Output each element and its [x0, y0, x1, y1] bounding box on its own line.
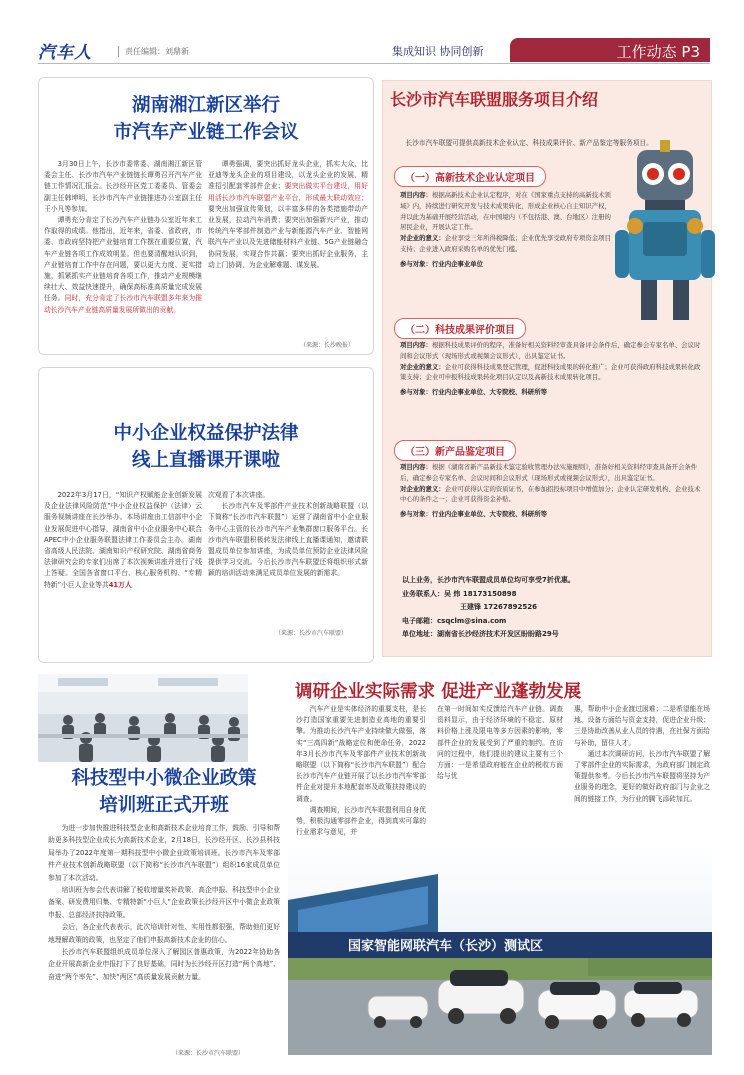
email-address: csqclm@sina.com [437, 616, 507, 625]
label: 对企业的意义： [400, 362, 445, 371]
text: 2022年3月17日，“知识产权赋能企业创新发展及企业法律风险防范”中小企业权益保护（法律）云服务视频讲座在长沙举办。本场讲座由工信部中小企业发展促进中心指导，湖南省中小企业服务中心联合APEC中小企业服务联盟法律工作委员会主办。湖南省高级人民法院、湖南知识产权研究院、湖南省商务法律研究会的专家们出席了本次视频讲座并进行了线上答疑。全国各省窗口平台、核心服务机构、“专精特新”小巨人企业等共 [44, 491, 202, 589]
text: 根据《湖南省新产品新技术鉴定验收管理办法实施细则》，准备好相关资料经审查具备开会条件后，确定参会专家名单、会议时间和会议形式（现场形式或视频会议形式），出具鉴定证书。 [400, 463, 698, 482]
section-content [400, 340, 706, 362]
text: 企业可获得科技成果登记管理，促进科技成果的转化推广；企业可获得政府科技成果转化政策支持；企业可申报科技成果转化项目认定以及高新技术成果转化项目。 [400, 362, 701, 382]
section-content [400, 462, 706, 484]
label: 业务联系人： [402, 589, 444, 598]
service-section-1-heading: （一）高新技术企业认定项目 [394, 166, 546, 187]
page-header [0, 0, 744, 62]
article-5-col2 [437, 704, 563, 782]
contact-phone-1: 吴 炜 18173150898 [444, 589, 517, 598]
section-target [400, 509, 706, 520]
highlight-text: 要突出做实平台建设，用好用活长沙市汽车联盟产业平台，形成最大联动效应； [208, 182, 369, 202]
text: 谭勇强调，要突出抓好龙头企业，抓实大众、比亚迪等龙头企业的项目建设，以龙头企业的发展，精准招引配套零部件企业； [208, 160, 368, 191]
address-row [402, 628, 575, 642]
text: 行业内企事业单位、大专院校、科研所等 [431, 388, 547, 397]
contact-row [402, 588, 575, 602]
section-meaning [400, 233, 615, 255]
label: 项目内容： [400, 191, 432, 199]
paragraph: 调查期间，长沙市汽车联盟利用自身优势，积极沟通零部件企业，得到真实可靠的行业需求与意见，并 [296, 805, 426, 837]
paragraph: 在第一时间如实反馈给汽车产业链。调查资料显示，由于经济环境的不稳定、原材料价格上涨及限电等多方因素的影响，零部件企业的发展受到了严重的制约。在访问的过程中，他们提出的建议主要有三个方面：一是希望政府能在企业的税收方面给与优 [437, 705, 563, 781]
section-meaning [400, 362, 706, 384]
text: 谭勇充分肯定了长沙汽车产业链办公室近年来工作取得的成绩。他指出，近年来，省委、省政府，市委、市政府坚持把产业链培育工作摆在重要位置，汽车产业链各项工作成效明显。但也要清醒地认识到，产业链培育工作中存在问题，要以更大力度、更实措施，抓紧抓实产业链培育各项工作，推动产业规模继续壮大、效益快速提升，确保高标准高质量完成发展任务。 [44, 216, 202, 303]
text: 行业内企事业单位、大专院校、科研所等 [431, 510, 547, 519]
article-2-title [38, 420, 374, 474]
paragraph: 次观看了本次讲座。 [208, 491, 270, 499]
service-contact [402, 574, 575, 642]
paragraph [44, 215, 202, 316]
paragraph: 长沙市汽车及零部件产业技术创新战略联盟（以下简称“长沙市汽车联盟”）运营了湖南省中小企业服务中心主管的长沙市汽车产业集群窗口服务平台。长沙市汽车联盟积极转发法律线上直播课通知，邀请联盟成员单位参加讲座，为成员单位预防企业法律风险提供学习交流。今后长沙市汽车联盟还将组织形式新颖的培训活动来满足成员单位发展的新需求。 [208, 502, 368, 578]
contact-phone-2: 王建锋 17267892526 [460, 603, 538, 611]
label: 项目内容： [400, 463, 432, 471]
article-5-title: 调研企业实际需求 促进产业蓬勃发展 [295, 682, 582, 702]
text: 企业享受三年所得税降低；企业优先享受政府专项资金项目支持；企业进入政府采购名单的优先门槛。 [400, 234, 611, 253]
service-title: 长沙市汽车联盟服务项目介绍 [390, 90, 599, 109]
paragraph: 汽车产业是实体经济的重要支柱，是长沙打造国家重要先进制造业高地的重要引擎。为推动长沙汽车产业持续做大做强，落实“三高四新”战略定位和使命任务，2022年3月长沙市汽车及零部件产业技术创新战略联盟（以下简称“长沙市汽车联盟”）配合长沙市汽车产业链开展了以长沙市汽车零部件企业对提升本地配套率及政策扶持建议的调查。 [296, 705, 426, 803]
article-1-title-line2: 市汽车产业链工作会议 [113, 122, 299, 143]
label: 单位地址： [402, 630, 437, 638]
newspaper-logo: 汽车人 [38, 43, 92, 63]
article-1-title-line1: 湖南湘江新区举行 [131, 95, 280, 116]
service-section-3-body [400, 462, 706, 520]
article-1-source: （来源：长沙晚报） [300, 342, 355, 349]
text: 根据高新技术企业认定程序，对在《国家重点支持的高新技术领域》内，持续进行研究开发与技术成果转化，形成企业核心自主知识产权，并以此为基础开展经营活动，在中国境内（不包括港、澳、台地区）注册的居民企业，开展认定工作。 [400, 191, 611, 232]
test-zone-photo [288, 840, 712, 1055]
highlight-text: 41万人 [108, 580, 132, 589]
service-section-2-heading: （二）科技成果评价项目 [394, 318, 526, 339]
label: 电子邮箱： [402, 616, 437, 625]
article-4-source: （来源：长沙市汽车联盟） [172, 1050, 245, 1057]
contact-intro: 以上业务，长沙市汽车联盟成员单位均可享受7折优惠。 [402, 576, 575, 584]
article-1-title [38, 92, 374, 146]
test-zone-sign: 国家智能网联汽车（长沙）测试区 [348, 939, 544, 954]
paragraph: 惠，帮助中小企业渡过困难；二是希望能在场地、设备方面给与资金支持，促进企业升级；三是协助改善从业人员的待遇，在社保方面给与补助，留住人才。 [574, 705, 710, 747]
robot-illustration [615, 140, 715, 330]
article-4-title-line2: 培训班正式开班 [99, 795, 229, 816]
label: 参与对象： [400, 388, 432, 397]
article-2-title-line2: 线上直播课开课啦 [131, 450, 280, 471]
section-meaning [400, 484, 706, 506]
section-target [400, 387, 706, 398]
text: 根据科技成果评价的程序，准备好相关资料经审查具备评会条件后，确定参会专家名单、会议时间和会议形式（现场形式或视频会议形式），出具鉴定证书。 [400, 341, 701, 360]
article-4-title-line1: 科技型中小微企业政策 [71, 768, 257, 789]
motto: 集成知识 协同创新 [392, 45, 484, 58]
section-label: 工作动态 P3 [510, 38, 710, 62]
header-divider [38, 63, 710, 64]
service-section-3-heading: （三）新产品鉴定项目 [394, 440, 516, 461]
label: 参与对象： [400, 510, 432, 519]
paragraph: 为进一步加快推进科技型企业和高新技术企业培育工作，鼓励、引导和帮助更多科技型企业成长为高新技术企业，2月18日，长沙经开区、长沙县科技局举办了2022年度第一期科技型中小微企业政策培训班。长沙市汽车及零部件产业技术创新战略联盟（以下简称“长沙市汽车联盟”）组织16家成员单位参加了本次活动。 [48, 824, 280, 882]
label: 参与对象： [400, 259, 432, 268]
paragraph [208, 159, 368, 271]
label: 对企业的意义： [400, 484, 445, 493]
paragraph [44, 490, 202, 591]
paragraph: 长沙市汽车联盟可提供高新技术企业认定、科技成果评价、新产品鉴定等服务项目。 [405, 139, 653, 147]
article-1-col2 [208, 159, 368, 271]
paragraph: 长沙市汽车联盟组织成员单位深入了解园区普惠政策，为2022年协助各企业开展高新企业申报打下了良好基础，同时为长沙经开区打造“两个高地”、奋进“两个率先”、加快“两区”高质量发展贡献力量。 [48, 948, 280, 981]
article-2-col2 [208, 490, 368, 580]
address: 湖南省长沙经济技术开发区盼盼路29号 [437, 630, 559, 638]
article-2-source: （来源：长沙市汽车联盟） [275, 630, 348, 637]
article-5-col3 [574, 704, 710, 805]
section-target [400, 259, 615, 270]
article-4-body [48, 822, 280, 983]
highlight-text: 同时，充分肯定了长沙市汽车联盟多年来为推动长沙汽车产业链高质量发展所做出的贡献。 [44, 294, 203, 314]
service-section-1-body [400, 190, 615, 270]
paragraph: 会后，各企业代表表示，此次培训针对性、实用性都很强，帮助他们更好地理解政策的政策，也坚定了他们申报高新技术企业的信心。 [48, 923, 280, 944]
editor-credit: 责任编辑：刘鼎新 [118, 46, 189, 57]
article-1-col1 [44, 159, 202, 316]
article-2-title-line1: 中小企业权益保护法律 [113, 423, 299, 444]
text: 企业可获得认定的资质证书，在参加招投标项目中增值加分；企业认定研发机构、企业技术中心的条件之一；企业可获得资金补贴。 [400, 484, 701, 504]
training-class-photo [38, 674, 248, 762]
label: 对企业的意义： [400, 234, 445, 243]
service-section-2-body [400, 340, 706, 398]
article-5-col1 [296, 704, 426, 838]
text: 行业内企事业单位 [431, 259, 484, 268]
email-row [402, 615, 575, 629]
paragraph: 通过本次调研访问，长沙市汽车联盟了解了零部件企业的实际需求，为政府部门制定政策提供参考。今后长沙市汽车联盟将坚持为产业服务的理念，更好的做好政府部门与企业之间的链接工作，为行业的腾飞添砖加瓦。 [574, 749, 710, 803]
article-2-col1 [44, 490, 202, 591]
section-content [400, 190, 615, 233]
text: 要突出加强宣传策划，以丰富多样的各类措施带动产业发展，拉动汽车消费；要突出加强新兴产业，推动传统汽车零部件制造产业与新能源汽车产业、智能网联汽车产业以及先进储能材料产业链、5G产业链融合协同发展，实现合作共赢；要突出抓好企业服务，主动上门协调，为企业解难题、谋发展。 [208, 204, 368, 269]
paragraph: 培训班为参会代表讲解了税收增量奖补政策、高企申报、科技型中小企业备案、研发费用归集、专精特新“小巨人”企业政策长沙经开区中小微企业政策申报、总部经济扶持政策。 [48, 886, 280, 919]
paragraph: 3月30日上午，长沙市委常委、湖南湘江新区管委会主任、长沙市汽车产业链链长谭勇召开汽车产业链工作情况汇报会。长沙经开区党工委委员、管委会副主任韩坤明，长沙市汽车产业链推进办公室副主任王小凡等参加。 [44, 160, 202, 213]
label: 项目内容： [400, 341, 432, 349]
